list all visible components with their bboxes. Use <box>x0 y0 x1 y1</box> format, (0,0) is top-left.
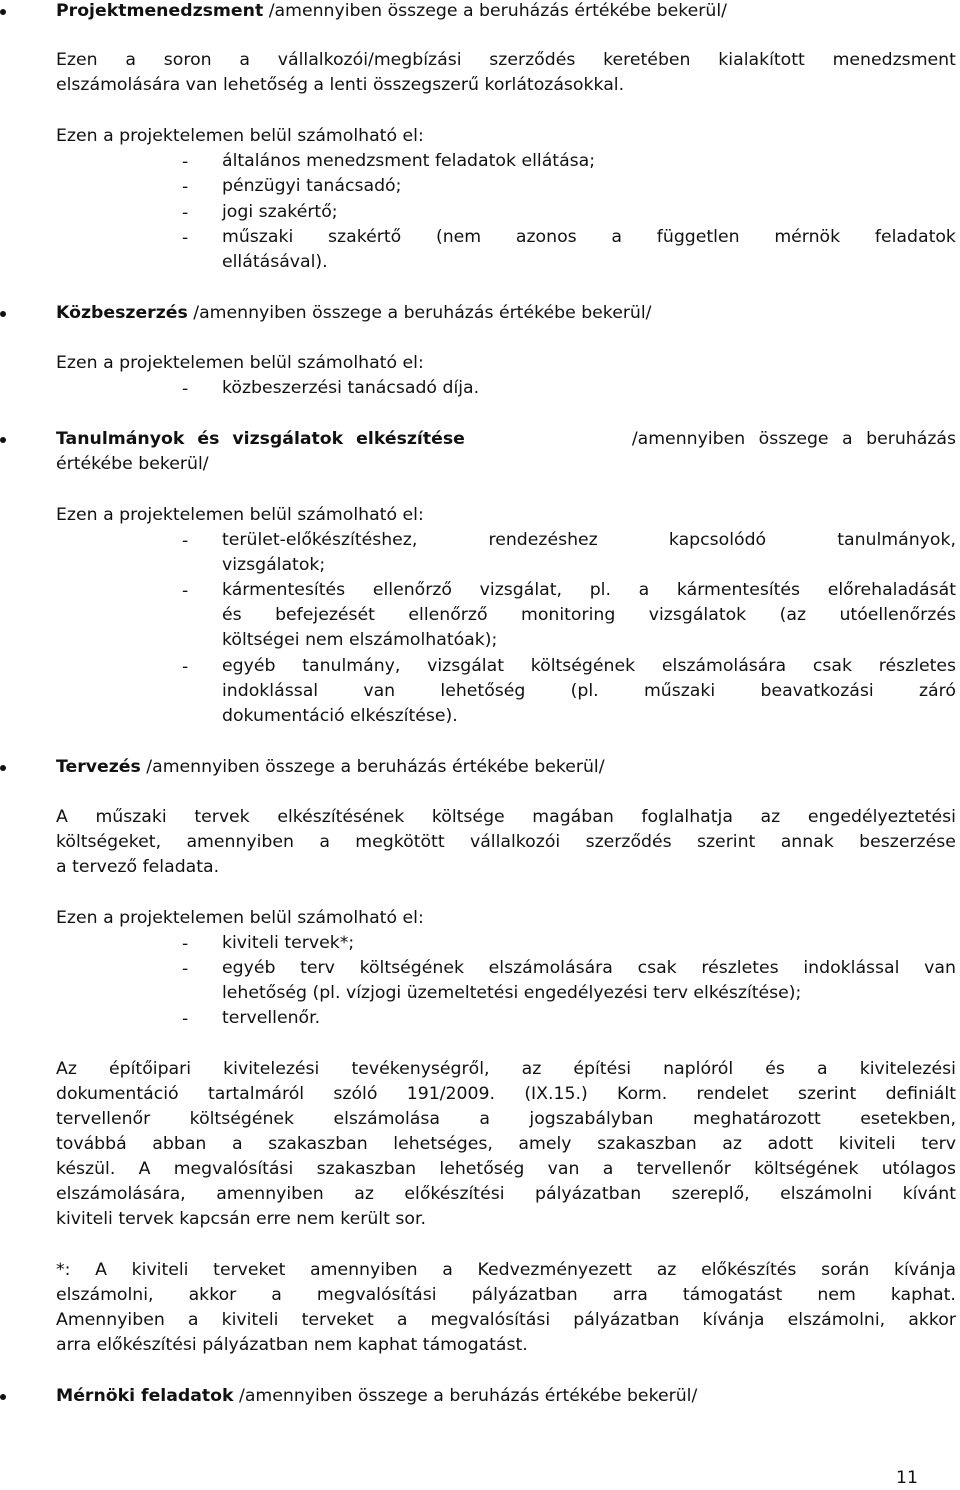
word: részletes <box>878 656 956 676</box>
word: előkészítés <box>701 1260 797 1280</box>
word: a <box>611 227 623 247</box>
word: rendezéshez <box>488 530 598 550</box>
list-item: kiviteli tervek*; <box>222 933 355 953</box>
word: a <box>602 1159 614 1179</box>
word: kaphat. <box>890 1285 956 1305</box>
word: az <box>521 1059 542 1079</box>
word: definiált <box>885 1084 956 1104</box>
heading-title: Tanulmányok és vizsgálatok elkészítése <box>56 429 465 449</box>
word: meghatározott <box>692 1109 821 1129</box>
word: monitoring <box>520 605 616 625</box>
list-intro: Ezen a projektelemen belül számolható el: <box>56 908 424 928</box>
word: az <box>760 807 781 827</box>
heading-note-continued: értékébe bekerül/ <box>56 454 209 474</box>
word: utólagos <box>881 1159 956 1179</box>
word: terv <box>300 958 335 978</box>
bullet-marker <box>0 311 6 317</box>
list-dash: - <box>182 379 189 399</box>
list-dash: - <box>182 203 189 223</box>
word: (pl. <box>570 681 599 701</box>
heading-note: /amennyiben összege a beruházás értékébe bekerül/ <box>263 1 727 21</box>
word: pályázatban <box>535 1184 642 1204</box>
footnote-line <box>56 1287 956 1304</box>
list-dash: - <box>182 934 189 954</box>
word: szereplő, <box>671 1184 750 1204</box>
word: költsége <box>431 807 505 827</box>
section-heading-mernoki-feladatok <box>56 1388 697 1405</box>
word: kívánja <box>702 1310 765 1330</box>
word: szerint <box>797 1084 857 1104</box>
list-dash: - <box>182 581 189 601</box>
word: (IX.15.) <box>524 1084 588 1104</box>
word: során <box>821 1260 870 1280</box>
word: vizsgálat <box>427 656 504 676</box>
word: van <box>363 681 396 701</box>
word: továbbá <box>56 1134 127 1154</box>
word: előkészítési <box>404 1184 505 1204</box>
word: készül. <box>56 1159 116 1179</box>
word: szerződés <box>489 50 576 70</box>
word: terv <box>921 1134 956 1154</box>
word: költségének <box>754 1159 859 1179</box>
word: megvalósítási <box>316 1285 437 1305</box>
word: a <box>271 1285 282 1305</box>
paragraph-line <box>56 1061 956 1078</box>
intro-line <box>56 52 956 69</box>
heading-note: /amennyiben összege a beruházás értékébe bekerül/ <box>187 303 652 323</box>
word: amennyiben <box>310 1260 418 1280</box>
word: az <box>354 1184 374 1204</box>
word: annak <box>780 832 834 852</box>
list-item-continued: költségei nem elszámolhatóak); <box>222 630 498 650</box>
word: azonos <box>515 227 577 247</box>
word: vállalkozói/megbízási <box>277 50 462 70</box>
word: tervek <box>194 807 250 827</box>
list-dash: - <box>182 152 189 172</box>
list-dash: - <box>182 177 189 197</box>
word: független <box>656 227 740 247</box>
list-item-continued: lehetőség (pl. vízjogi üzemeltetési engedélyezési terv elkészítése); <box>222 983 802 1003</box>
word: műszaki <box>222 227 294 247</box>
list-item <box>222 960 956 977</box>
word: A <box>95 1260 107 1280</box>
list-item <box>222 658 956 675</box>
word: foglalhatja <box>641 807 733 827</box>
bullet-marker <box>0 437 6 443</box>
word: abban <box>152 1134 207 1154</box>
list-item-continued: vizsgálatok; <box>222 555 326 575</box>
word: a <box>817 1059 828 1079</box>
word: elszámolni, <box>56 1285 154 1305</box>
word: van <box>547 1159 580 1179</box>
list-item: pénzügyi tanácsadó; <box>222 176 402 196</box>
list-item: tervellenőr. <box>222 1008 321 1028</box>
section-heading-tervezes <box>56 759 605 776</box>
word: rendelet <box>696 1084 769 1104</box>
word: megvalósítási <box>430 1310 551 1330</box>
word: akkor <box>908 1310 956 1330</box>
word: pályázatban <box>573 1310 680 1330</box>
word: Az <box>56 1059 77 1079</box>
paragraph-line <box>56 1161 956 1178</box>
word: kívánt <box>902 1184 956 1204</box>
word: a <box>239 50 250 70</box>
footnote-line <box>56 1312 956 1329</box>
word: kívánja <box>893 1260 956 1280</box>
footnote-line <box>56 1262 956 1279</box>
word: a <box>479 1109 490 1129</box>
word: költségeket, <box>56 832 162 852</box>
word: szakaszban <box>597 1134 697 1154</box>
word: befejezését <box>275 605 375 625</box>
word: műszaki <box>643 681 716 701</box>
list-item: közbeszerzési tanácsadó díja. <box>222 378 480 398</box>
word: előrehaladását <box>827 580 956 600</box>
word: adott <box>767 1134 814 1154</box>
word: az <box>722 1134 742 1154</box>
word: szakaszban <box>316 1159 417 1179</box>
word: támogatást <box>682 1285 783 1305</box>
word: elszámolására <box>488 958 613 978</box>
word: egyéb <box>222 656 276 676</box>
word: záró <box>918 681 956 701</box>
word: ellenőrző <box>408 605 488 625</box>
word: amennyiben <box>186 832 294 852</box>
word: magában <box>532 807 614 827</box>
word: szakértő <box>328 227 402 247</box>
word: terveket <box>301 1310 374 1330</box>
list-item-continued <box>222 683 956 700</box>
word: szerződés <box>585 832 672 852</box>
heading-title: Projektmenedzsment <box>56 1 264 21</box>
word: beavatkozási <box>760 681 874 701</box>
word: nem <box>817 1285 856 1305</box>
intro-line: elszámolására van lehetőség a lenti összegszerű korlátozásokkal. <box>56 75 625 95</box>
word: lehetőség <box>439 1159 525 1179</box>
list-dash: - <box>182 959 189 979</box>
word: van <box>924 958 956 978</box>
word: pályázatban <box>471 1285 578 1305</box>
word: tartalmáról <box>207 1084 305 1104</box>
paragraph-line <box>56 1111 956 1128</box>
word: Kedvezményezett <box>477 1260 633 1280</box>
word: (nem <box>435 227 482 247</box>
word: terveket <box>213 1260 286 1280</box>
word: építési <box>573 1059 632 1079</box>
word: A <box>138 1159 151 1179</box>
list-intro: Ezen a projektelemen belül számolható el: <box>56 126 424 146</box>
word: kiviteli <box>131 1260 189 1280</box>
heading-title: Közbeszerzés <box>56 303 188 323</box>
word: csak <box>637 958 677 978</box>
list-item-continued: ellátásával). <box>222 252 328 272</box>
word: kivitelezési <box>859 1059 956 1079</box>
word: költségének <box>189 1109 295 1129</box>
word: egyéb <box>222 958 276 978</box>
word: a <box>319 832 330 852</box>
word: tevékenységről, <box>351 1059 490 1079</box>
word: lehetséges, <box>393 1134 493 1154</box>
section-heading-kozbeszerzes <box>56 305 652 322</box>
list-dash: - <box>182 531 189 551</box>
word: kiviteli <box>838 1134 896 1154</box>
heading-note: /amennyiben összege a beruházás <box>631 429 956 449</box>
word: tervellenőr <box>56 1109 151 1129</box>
word: lehetőség <box>440 681 526 701</box>
word: a <box>187 1310 199 1330</box>
word: Amennyiben <box>56 1310 165 1330</box>
word: engedélyeztetési <box>807 807 956 827</box>
word: megkötött <box>355 832 445 852</box>
word: keretében <box>603 50 691 70</box>
word: vizsgálat, <box>479 580 562 600</box>
word: *: <box>56 1260 71 1280</box>
list-intro: Ezen a projektelemen belül számolható el: <box>56 505 424 525</box>
word: kialakított <box>718 50 805 70</box>
word: vállalkozói <box>469 832 561 852</box>
word: akkor <box>188 1285 237 1305</box>
word: kármentesítés <box>676 580 801 600</box>
list-item-continued: dokumentáció elkészítése). <box>222 706 458 726</box>
word: műszaki <box>95 807 167 827</box>
word: szerint <box>696 832 756 852</box>
word: elkészítésének <box>277 807 405 827</box>
heading-note: /amennyiben összege a beruházás értékébe bekerül/ <box>233 1386 698 1406</box>
word: Ezen <box>56 50 98 70</box>
paragraph-line: kiviteli tervek kapcsán erre nem került sor. <box>56 1209 426 1229</box>
footnote-line: arra előkészítési pályázatban nem kaphat támogatást. <box>56 1335 528 1355</box>
word: építőipari <box>109 1059 192 1079</box>
word: pl. <box>589 580 611 600</box>
bullet-marker <box>0 9 6 15</box>
word: elszámolni <box>780 1184 873 1204</box>
word: A <box>56 807 68 827</box>
list-item: jogi szakértő; <box>222 202 338 222</box>
word: a <box>231 1134 243 1154</box>
word: elszámolására <box>661 656 787 676</box>
word: indoklással <box>222 681 319 701</box>
page-number: 11 <box>896 1468 918 1488</box>
word: a <box>442 1260 453 1280</box>
bullet-marker <box>0 1394 6 1400</box>
paragraph-line <box>56 1086 956 1103</box>
word: kivitelezési <box>223 1059 320 1079</box>
paragraph-line <box>56 1186 956 1203</box>
word: megvalósítási <box>173 1159 294 1179</box>
word: indoklással <box>803 958 900 978</box>
bullet-marker <box>0 765 6 771</box>
word: a <box>125 50 136 70</box>
word: részletes <box>701 958 779 978</box>
list-dash: - <box>182 657 189 677</box>
heading-title: Tervezés <box>56 757 141 777</box>
section-heading-tanulmanyok <box>56 431 956 448</box>
word: az <box>656 1260 677 1280</box>
word: költségének <box>359 958 464 978</box>
word: csak <box>812 656 852 676</box>
word: dokumentáció <box>56 1084 179 1104</box>
word: szakaszban <box>268 1134 368 1154</box>
word: 191/2009. <box>406 1084 496 1104</box>
word: Korm. <box>617 1084 668 1104</box>
section-heading-projektmenedzsment <box>56 3 727 20</box>
list-item <box>222 532 956 549</box>
word: amely <box>518 1134 572 1154</box>
paragraph-line <box>56 1136 956 1153</box>
intro-line <box>56 834 956 851</box>
word: soron <box>163 50 212 70</box>
word: esetekben, <box>860 1109 956 1129</box>
word: amennyiben <box>216 1184 324 1204</box>
list-intro: Ezen a projektelemen belül számolható el: <box>56 353 424 373</box>
heading-title: Mérnöki feladatok <box>56 1386 234 1406</box>
heading-note: /amennyiben összege a beruházás értékébe bekerül/ <box>140 757 605 777</box>
word: feladatok <box>874 227 956 247</box>
word: mérnök <box>774 227 841 247</box>
word: tervellenőr <box>636 1159 731 1179</box>
word: és <box>222 605 242 625</box>
word: elszámolására, <box>56 1184 186 1204</box>
word: elszámolni, <box>787 1310 886 1330</box>
word: ellenőrző <box>372 580 452 600</box>
word: a <box>638 580 650 600</box>
list-dash: - <box>182 1009 189 1029</box>
list-dash: - <box>182 228 189 248</box>
intro-line: a tervező feladata. <box>56 857 220 877</box>
word: tanulmány, <box>302 656 401 676</box>
word: kapcsolódó <box>668 530 767 550</box>
list-item <box>222 582 956 599</box>
list-item: általános menedzsment feladatok ellátása; <box>222 151 596 171</box>
word: kármentesítés <box>222 580 346 600</box>
word: jogszabályban <box>529 1109 654 1129</box>
word: naplóról <box>663 1059 734 1079</box>
word: kiviteli <box>221 1310 279 1330</box>
list-item <box>222 229 956 246</box>
word: arra <box>612 1285 648 1305</box>
word: menedzsment <box>832 50 956 70</box>
word: költségének <box>530 656 636 676</box>
word: beszerzése <box>859 832 956 852</box>
word: szóló <box>333 1084 378 1104</box>
word: a <box>396 1310 408 1330</box>
word: elszámolása <box>333 1109 440 1129</box>
word: terület-előkészítéshez, <box>222 530 418 550</box>
word: (az <box>779 605 807 625</box>
intro-line <box>56 809 956 826</box>
word: utóellenőrzés <box>839 605 956 625</box>
word: és <box>765 1059 785 1079</box>
list-item-continued <box>222 607 956 624</box>
word: tanulmányok, <box>837 530 956 550</box>
word: vizsgálatok <box>648 605 747 625</box>
